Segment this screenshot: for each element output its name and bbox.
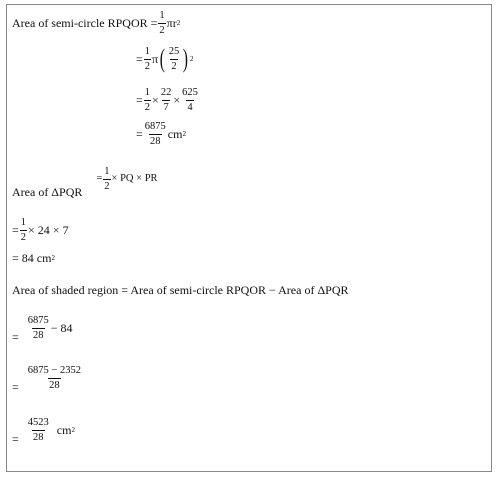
semi-circle-step-4: = $\frac{6875}{28}$ cm 2 xyxy=(136,121,186,147)
shaded-step-1: = $\frac{6875}{28}$ − 84 xyxy=(12,315,73,344)
pi-symbol: π xyxy=(166,16,173,30)
triangle-step-1: = $\frac{1}{2}$ × 24 × 7 xyxy=(12,217,69,243)
semi-circle-step-2: = $\frac{1}{2}$ π ( $\frac{25}{2}$ ) 2 xyxy=(136,44,194,73)
content-frame xyxy=(6,4,492,472)
half-fraction: $\frac{1}{2}$ xyxy=(159,10,165,36)
semi-circle-label: Area of semi-circle RPQOR = xyxy=(12,16,158,30)
triangle-block: Area of ΔPQR = $\frac{1}{2}$ × PQ × PR xyxy=(12,166,158,199)
semi-circle-block: Area of semi-circle RPQOR = $\frac{1}{2}$ π r 2 xyxy=(12,10,181,36)
shaded-step-2: = $\frac{6875 - 2352}{28}$ xyxy=(12,365,81,394)
triangle-label: Area of ΔPQR xyxy=(12,185,83,199)
shaded-step-3: = $\frac{4523}{28}$ cm 2 xyxy=(12,417,75,446)
radius-fraction: $\frac{25}{2}$ xyxy=(168,46,180,72)
triangle-step-2: = 84 cm 2 xyxy=(12,251,55,265)
shaded-statement: Area of shaded region = Area of semi-circle RPQOR − Area of ΔPQR xyxy=(12,283,349,297)
semi-circle-step-3: = $\frac{1}{2}$ × $\frac{22}{7}$ × $\frac{625}{4}$ xyxy=(136,87,198,113)
r-symbol: r xyxy=(172,16,177,30)
